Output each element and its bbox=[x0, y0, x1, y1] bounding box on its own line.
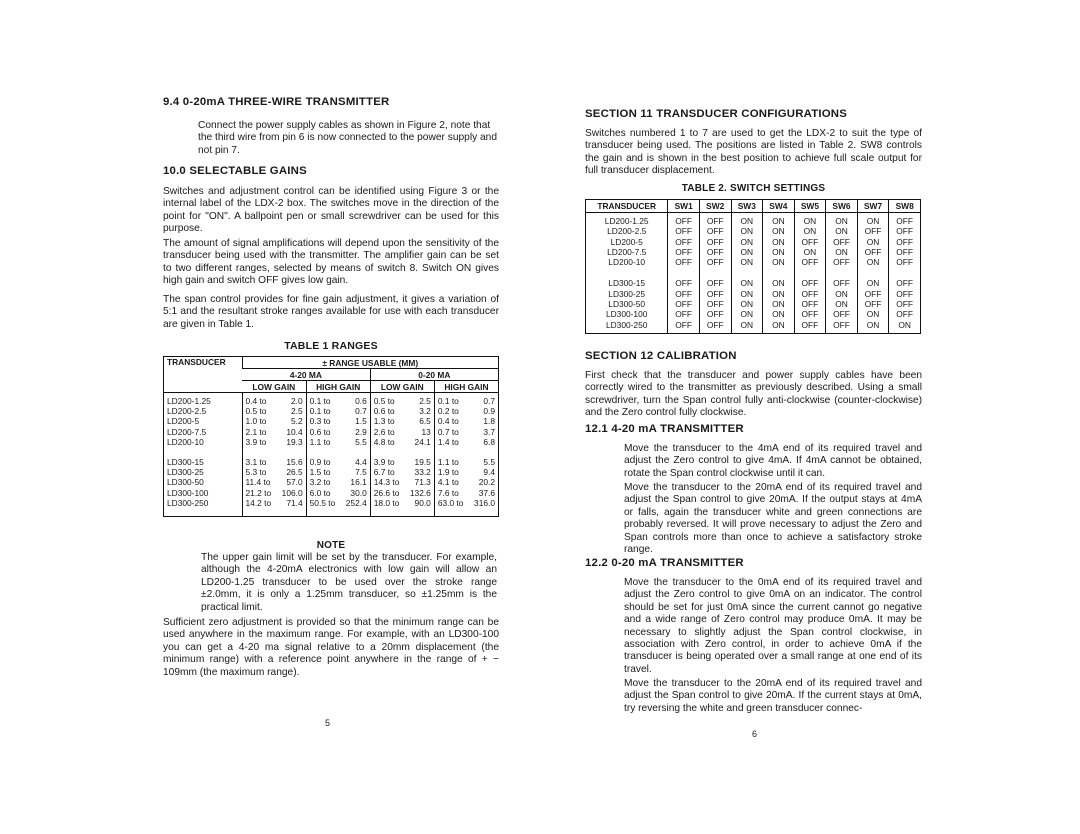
page-number-left: 5 bbox=[325, 718, 331, 728]
zero-adjustment-para: Sufficient zero adjustment is provided so that the minimum range can be used anywhere in the maximum range. For example, with an LD300-100 you can get a 4-20 ma signal relative to a 20mm displacement (the minimum range) with a reference point anywhere in the range of + − 109mm (the maximum range). bbox=[163, 617, 499, 678]
col-sw1: SW1 bbox=[668, 200, 700, 213]
col-4-20: 4-20 MA bbox=[242, 369, 370, 381]
section-10-para-1: Switches and adjustment control can be identified using Figure 3 or the internal label of the LDX-2 box. The switches move in the direction of the point for "ON". A ballpoint pen or small screwdriver can be used for this purpose. bbox=[163, 186, 499, 235]
col-high-gain-a: HIGH GAIN bbox=[306, 381, 370, 393]
col-d-values: 0.1 to 0.7 0.2 to 0.9 0.4 to 1.8 0.7 to 3.7 1.4 to 6.8 1.1 to 5.5 1.9 to 9.4 4.1 to 20.2 7.6 to 37.6 63.0 to 316.0 bbox=[434, 393, 498, 517]
transducer-list: LD200-1.25 LD200-2.5 LD200-5 LD200-7.5 LD200-10 LD300-15 LD300-25 LD300-50 LD300-100 LD300-250 bbox=[604, 216, 649, 330]
col-sw7: SW7 bbox=[857, 200, 889, 213]
sw1-values: OFF OFF OFF OFF OFF OFF OFF OFF OFF OFF bbox=[668, 213, 700, 334]
transducer-list: LD200-1.25 LD200-2.5 LD200-5 LD200-7.5 LD200-10 LD300-15 LD300-25 LD300-50 LD300-100 LD300-250 bbox=[167, 396, 211, 508]
col-b-values: 0.1 to 0.6 0.1 to 0.7 0.3 to 1.5 0.6 to 2.9 1.1 to 5.5 0.9 to 4.4 1.5 to 7.5 3.2 to 16.1 6.0 to 30.0 50.5 to 252.4 bbox=[306, 393, 370, 517]
ranges-table bbox=[163, 356, 499, 517]
section-12-2-para-1: Move the transducer to the 0mA end of its required travel and adjust the Zero control to give 0mA on an indicator. The control should be set for just 0mA since the current cannot go negative and a wide range of Zero control may produce 0mA. It may be necessary to slightly adjust the Span control clockwise, in association with Zero control, in order to achieve 0mA if the transducer is being operated over a small range at one end of its travel. bbox=[624, 577, 922, 675]
section-10-heading: 10.0 SELECTABLE GAINS bbox=[163, 165, 307, 177]
section-9-4-text: Connect the power supply cables as shown in Figure 2, note that the third wire from pin 6 is now connected to the power supply and not pin 7. bbox=[198, 120, 497, 156]
col-a-values: 0.4 to 2.0 0.5 to 2.5 1.0 to 5.2 2.1 to 10.4 3.9 to 19.3 3.1 to 15.6 5.3 to 26.5 11.4 to 57.0 21.2 to 106.0 14.2 to 71.4 bbox=[242, 393, 306, 517]
section-12-1-para-1: Move the transducer to the 4mA end of its required travel and adjust the Zero control to give 4mA. If 4mA cannot be obtained, rotate the Span control clockwise until it can. bbox=[624, 443, 922, 479]
section-12-2-heading: 12.2 0-20 mA TRANSMITTER bbox=[585, 557, 744, 569]
switch-settings-table bbox=[585, 199, 921, 334]
col-sw3: SW3 bbox=[731, 200, 763, 213]
section-11-heading: SECTION 11 TRANSDUCER CONFIGURATIONS bbox=[585, 108, 848, 120]
col-0-20: 0-20 MA bbox=[370, 369, 498, 381]
sw5-values: ON ON OFF ON OFF OFF OFF OFF OFF OFF bbox=[794, 213, 826, 334]
note-heading: NOTE bbox=[316, 540, 346, 551]
table-2-title: TABLE 2. SWITCH SETTINGS bbox=[681, 183, 826, 194]
section-12-1-heading: 12.1 4-20 mA TRANSMITTER bbox=[585, 423, 744, 435]
col-low-gain-b: LOW GAIN bbox=[370, 381, 434, 393]
section-10-para-2: The amount of signal amplifications will depend upon the sensitivity of the transducer being used with the transmitter. The amplifier gain can be set to two different ranges, selected by means of switch 8. Switch ON gives high gain and switch OFF gives low gain. bbox=[163, 238, 499, 287]
col-low-gain-a: LOW GAIN bbox=[242, 381, 306, 393]
col-sw2: SW2 bbox=[699, 200, 731, 213]
col-sw6: SW6 bbox=[826, 200, 858, 213]
table-row bbox=[586, 213, 921, 334]
section-10-para-3: The span control provides for fine gain adjustment, it gives a variation of 5:1 and the resultant stroke ranges available for use with each transducer are given in Table 1. bbox=[163, 294, 499, 330]
section-12-heading: SECTION 12 CALIBRATION bbox=[585, 350, 737, 362]
section-12-1-para-2: Move the transducer to the 20mA end of its required travel and adjust the Span control to give 20mA. If the output stays at 4mA or falls, again the transducer white and green connections are probably reversed. It will prove necessary to adjust the Zero and Span controls more than once to achieve a satisfactory stroke range. bbox=[624, 482, 922, 556]
table-row bbox=[164, 393, 499, 517]
col-transducer: TRANSDUCER bbox=[164, 357, 243, 393]
table-1-title: TABLE 1 RANGES bbox=[284, 340, 378, 352]
sw6-values: ON ON OFF ON OFF OFF ON ON OFF OFF bbox=[826, 213, 858, 334]
section-9-4-heading: 9.4 0-20mA THREE-WIRE TRANSMITTER bbox=[163, 96, 390, 108]
sw2-values: OFF OFF OFF OFF OFF OFF OFF OFF OFF OFF bbox=[699, 213, 731, 334]
col-range-usable: ± RANGE USABLE (MM) bbox=[242, 357, 498, 369]
col-c-values: 0.5 to 2.5 0.6 to 3.2 1.3 to 6.5 2.6 to 13 4.8 to 24.1 3.9 to 19.5 6.7 to 33.2 14.3 to 71.3 26.6 to 132.6 18.0 to 90.0 bbox=[370, 393, 434, 517]
col-sw8: SW8 bbox=[889, 200, 921, 213]
section-12-text: First check that the transducer and power supply cables have been correctly wired to the transmitter as previously described. Using a small screwdriver, turn the Span control fully anti-clockwise (counter-clockwise) and the Zero control fully clockwise. bbox=[585, 370, 922, 419]
col-transducer: TRANSDUCER bbox=[586, 200, 668, 213]
page-number-right: 6 bbox=[752, 729, 758, 739]
section-12-2-para-2: Move the transducer to the 20mA end of its required travel and adjust the Span control to give 20mA. If the current stays at 0mA, try reversing the white and green transducer connec- bbox=[624, 678, 922, 714]
note-text: The upper gain limit will be set by the transducer. For example, although the 4-20mA electronics with low gain will allow an LD200-1.25 transducer to be used over the stroke range ±2.0mm, it is only a 1.25mm transducer, so ±1.25mm is the practical limit. bbox=[201, 552, 497, 613]
col-high-gain-b: HIGH GAIN bbox=[434, 381, 498, 393]
sw8-values: OFF OFF OFF OFF OFF OFF OFF OFF OFF ON bbox=[889, 213, 921, 334]
sw7-values: ON OFF ON OFF ON ON OFF OFF ON ON bbox=[857, 213, 889, 334]
sw4-values: ON ON ON ON ON ON ON ON ON ON bbox=[763, 213, 795, 334]
col-sw4: SW4 bbox=[763, 200, 795, 213]
sw3-values: ON ON ON ON ON ON ON ON ON ON bbox=[731, 213, 763, 334]
section-11-text: Switches numbered 1 to 7 are used to get the LDX-2 to suit the type of transducer being used. The positions are listed in Table 2. SW8 controls the gain and is shown in the best position to achieve full scale output for full transducer displacement. bbox=[585, 128, 922, 177]
col-sw5: SW5 bbox=[794, 200, 826, 213]
